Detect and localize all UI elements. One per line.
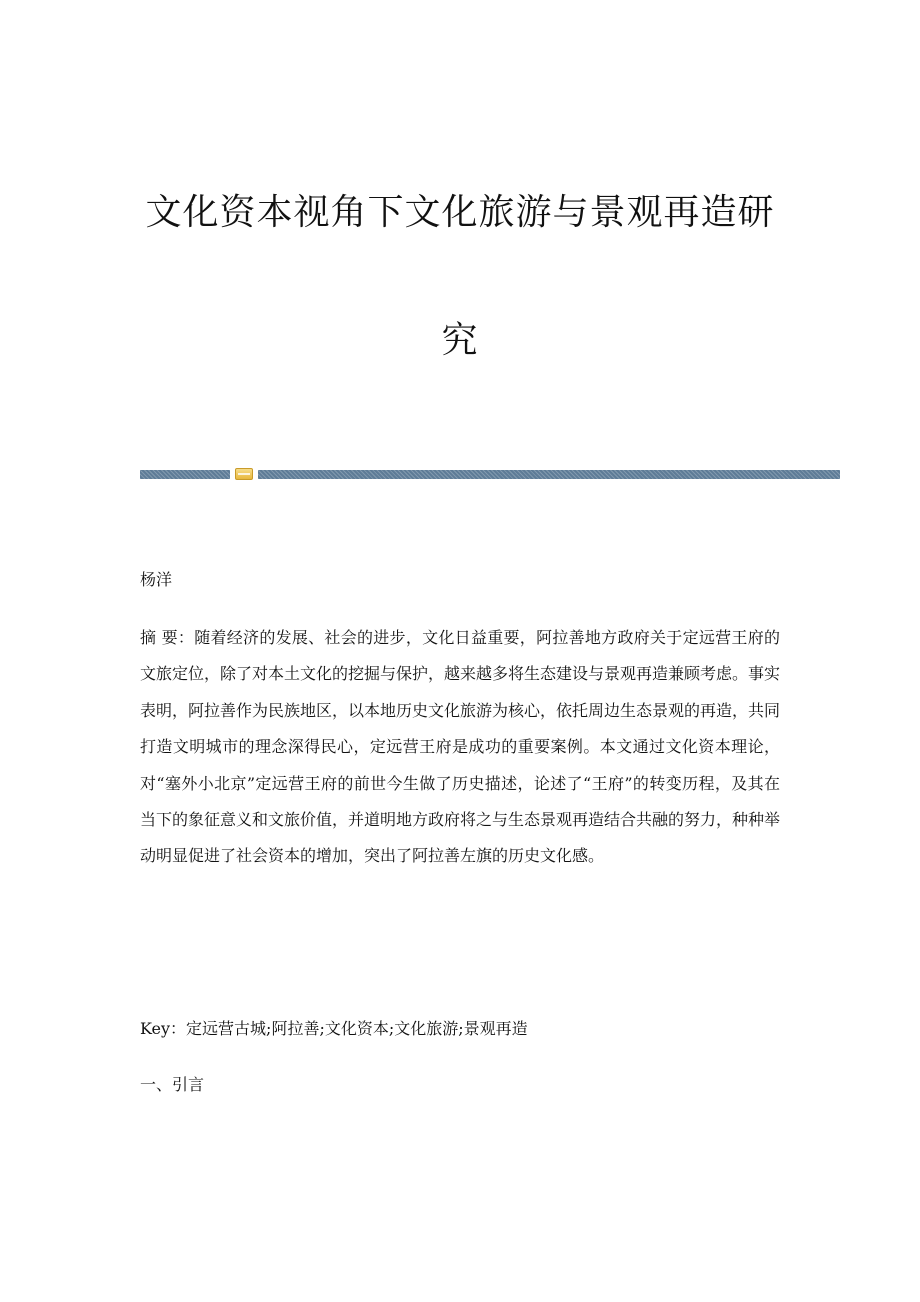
keywords-label: Key：	[140, 1019, 187, 1038]
author-name: 杨洋	[140, 570, 173, 589]
document-title-line-1: 文化资本视角下文化旅游与景观再造研	[145, 192, 775, 233]
section-heading-introduction: 一、引言	[140, 1075, 205, 1094]
document-title-line-2: 究	[441, 320, 479, 361]
title-divider-right	[258, 470, 840, 479]
divider-ornament-icon	[235, 468, 253, 480]
keywords-line	[140, 1017, 528, 1041]
keywords-text: 定远营古城;阿拉善;文化资本;文化旅游;景观再造	[186, 1019, 528, 1038]
abstract-paragraph	[140, 620, 780, 875]
abstract-label: 摘 要：	[140, 628, 195, 647]
abstract-text: 随着经济的发展、社会的进步，文化日益重要，阿拉善地方政府关于定远营王府的文旅定位，除了对本土文化的挖掘与保护，越来越多将生态建设与景观再造兼顾考虑。事实表明，阿拉善作为民族地区，以本地历史文化旅游为核心，依托周边生态景观的再造，共同打造文明城市的理念深得民心，定远营王府是成功的重要案例。本文通过文化资本理论，对“塞外小北京”定远营王府的前世今生做了历史描述，论述了“王府”的转变历程，及其在当下的象征意义和文旅价值，并道明地方政府将之与生态景观再造结合共融的努力，种种举动明显促进了社会资本的增加，突出了阿拉善左旗的历史文化感。	[140, 628, 781, 866]
title-divider-left	[140, 470, 230, 479]
